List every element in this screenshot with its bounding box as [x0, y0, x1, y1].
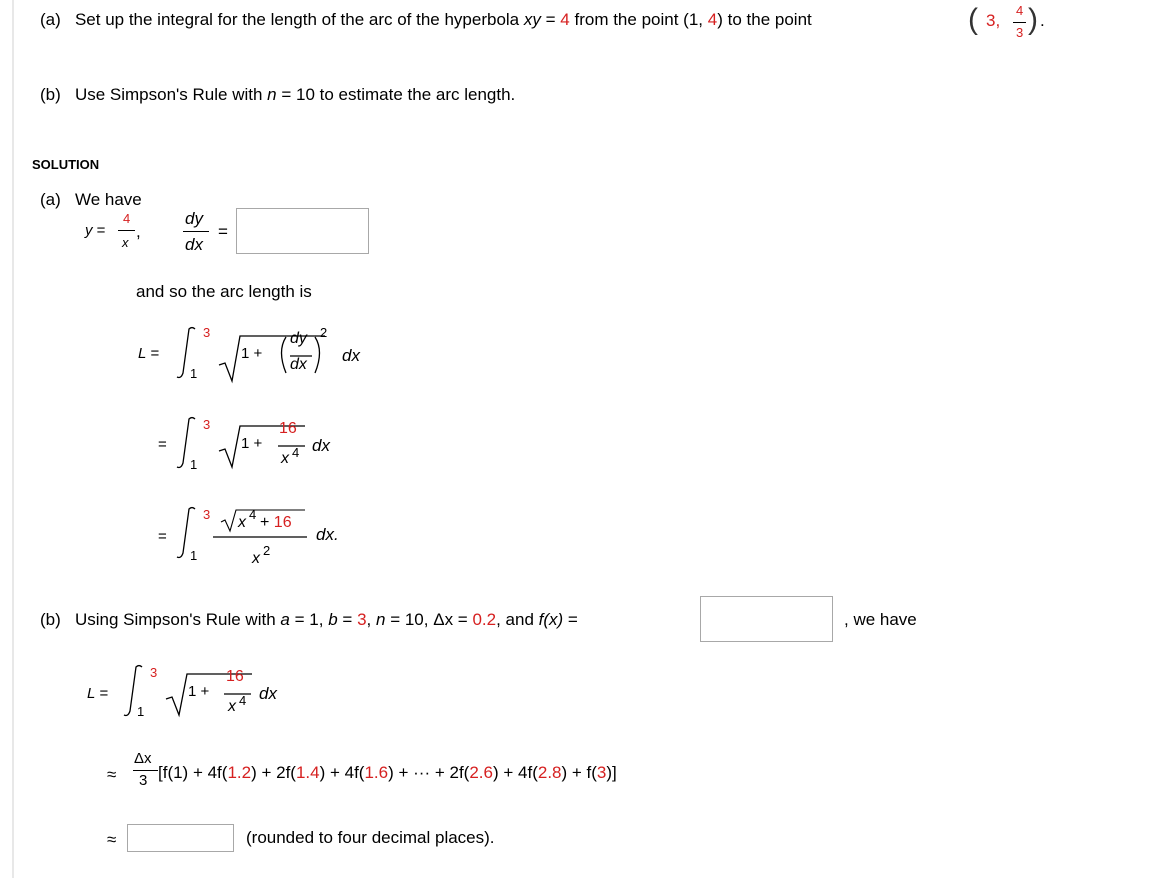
sol-a-label: (a): [40, 190, 61, 209]
y-comma: ,: [136, 222, 141, 241]
y-fraction-bar: [118, 230, 135, 231]
sol-b-b-var: b: [328, 610, 338, 629]
y-numerator: 4: [123, 211, 131, 226]
sol-b-we-have: , we have: [844, 610, 917, 629]
simpson-v-3: 3: [596, 763, 607, 782]
sol-b-n-val: = 10, Δx =: [390, 610, 468, 629]
sol-a-intro: [40, 190, 142, 210]
hyperbola-eq-sign: =: [545, 10, 556, 29]
problem-part-a: [40, 10, 812, 30]
sol-b-fx-eq: =: [567, 610, 578, 629]
b-integral-lower: 1: [137, 704, 145, 719]
integral-3-num-16: 16: [273, 514, 292, 531]
part-a-text-3: to the point: [727, 10, 812, 29]
rounding-note: (rounded to four decimal places).: [246, 828, 495, 847]
derivative-answer-input[interactable]: [236, 208, 369, 254]
integral-1-dy: dy: [290, 330, 307, 347]
sol-b-n-var: n: [376, 610, 386, 629]
b-integral-differential: dx: [259, 684, 277, 703]
integral-1-dx: dx: [290, 356, 307, 373]
sol-a-we-have: We have: [74, 190, 142, 209]
integral-1-exponent: 2: [320, 325, 328, 340]
left-margin-rule: [12, 0, 14, 878]
arc-eq-line3: =: [158, 528, 167, 545]
b-integral-one-plus: 1 +: [188, 683, 210, 700]
point2-denominator: 3: [1016, 25, 1024, 40]
fx-answer-input[interactable]: [700, 596, 833, 642]
integral-3-num-rest: + 16: [260, 514, 292, 531]
integral-2-den-exp: 4: [292, 445, 300, 460]
b-L-line: L =: [87, 685, 109, 702]
simpson-v-2-8: 2.8: [537, 763, 562, 782]
simpson-v-1-2: 1.2: [227, 763, 252, 782]
part-b-label: (b): [40, 85, 61, 104]
b-integral-numerator: 16: [226, 668, 244, 685]
sol-b-a-var: a: [280, 610, 290, 629]
sol-b-fx: f(x): [538, 610, 564, 629]
arc-eq-line2: =: [158, 436, 167, 453]
part-b-n-eq: = 10 to estimate the arc length.: [281, 85, 516, 104]
sol-b-and: , and: [496, 610, 534, 629]
simpson-v-2-6: 2.6: [469, 763, 493, 782]
part-b-text-1: Use Simpson's Rule with: [74, 85, 263, 104]
point2-left-paren: (: [968, 3, 978, 36]
derivative-equals: =: [218, 222, 228, 241]
integral-1-one-plus: 1 +: [241, 345, 263, 362]
integral-2-upper: 3: [203, 417, 211, 432]
sol-b-dx-val: 0.2: [472, 610, 497, 629]
sol-b-text-1: Using Simpson's Rule with: [74, 610, 276, 629]
derivative-denominator: dx: [185, 235, 203, 254]
derivative-numerator: dy: [185, 209, 203, 228]
integral-2-lower: 1: [190, 457, 198, 472]
final-approx-sign: ≈: [107, 830, 117, 849]
integral-2-one-plus: 1 +: [241, 435, 263, 452]
final-answer-input[interactable]: [127, 824, 234, 852]
point2-numerator: 4: [1016, 3, 1024, 18]
integral-2-den-x: x: [281, 450, 289, 467]
integral-3-differential: dx.: [316, 525, 339, 544]
b-integral-den-exp: 4: [239, 693, 247, 708]
part-a-text-2: from the point: [574, 10, 679, 29]
solution-heading: SOLUTION: [32, 157, 100, 172]
integral-2-differential: dx: [312, 436, 330, 455]
point1-close: ): [717, 10, 723, 29]
part-a-text-1: Set up the integral for the length of the arc of the hyperbola: [74, 10, 520, 29]
hyperbola-rhs: 4: [560, 10, 570, 29]
sol-b-label: (b): [40, 610, 61, 629]
point2-fraction-bar: [1013, 22, 1026, 23]
part-a-label: (a): [40, 10, 61, 29]
sol-b-b-eq: =: [342, 610, 353, 629]
simpson-v-1-4: 1.4: [295, 763, 320, 782]
part-b-n: n: [267, 85, 277, 104]
y-denominator: x: [122, 235, 129, 250]
integral-1-differential: dx: [342, 346, 360, 365]
problem-part-b: [40, 85, 515, 105]
simpson-three: 3: [139, 772, 148, 789]
point2-x: 3,: [986, 11, 1001, 30]
integral-3-num-exp: 4: [249, 507, 257, 522]
b-integral-upper: 3: [150, 665, 158, 680]
arc-L-line1: L =: [138, 345, 160, 362]
integral-1-upper: 3: [203, 325, 211, 340]
simpson-sum: [f(1) + 4f(1.2) + 2f(1.4) + 4f(1.6) + ··· + 2f(2.6) + 4f(2.8) + f(3)]: [158, 763, 617, 782]
y-equals: y =: [85, 222, 106, 239]
integral-3-upper: 3: [203, 507, 211, 522]
point1-y: 4: [707, 10, 718, 29]
sol-b-b-val: 3: [357, 610, 367, 629]
arc-length-text: and so the arc length is: [136, 282, 312, 301]
integral-3-lower: 1: [190, 548, 198, 563]
integral-3-num-x: x: [238, 514, 246, 531]
simpson-v-1-6: 1.6: [364, 763, 389, 782]
sol-b-a-val: = 1,: [294, 610, 324, 629]
integral-2-numerator: 16: [279, 420, 297, 437]
simpson-delta-x: Δx: [134, 750, 152, 767]
point2-right-paren: ): [1028, 3, 1038, 36]
simpson-approx-sign: ≈: [107, 765, 117, 784]
point2-period: .: [1040, 11, 1045, 30]
integral-3-den-exp: 2: [263, 543, 271, 558]
integral-3-den-x: x: [252, 550, 260, 567]
b-integral-den-x: x: [228, 698, 236, 715]
hyperbola-lhs: xy: [523, 10, 541, 29]
derivative-bar: [183, 231, 209, 232]
sol-b-line: (b) Using Simpson's Rule with a = 1, b = 3, n = 10, Δx = 0.2, and f(x) =: [40, 610, 578, 629]
integral-1-lower: 1: [190, 366, 198, 381]
point1-open: (1,: [683, 10, 704, 29]
